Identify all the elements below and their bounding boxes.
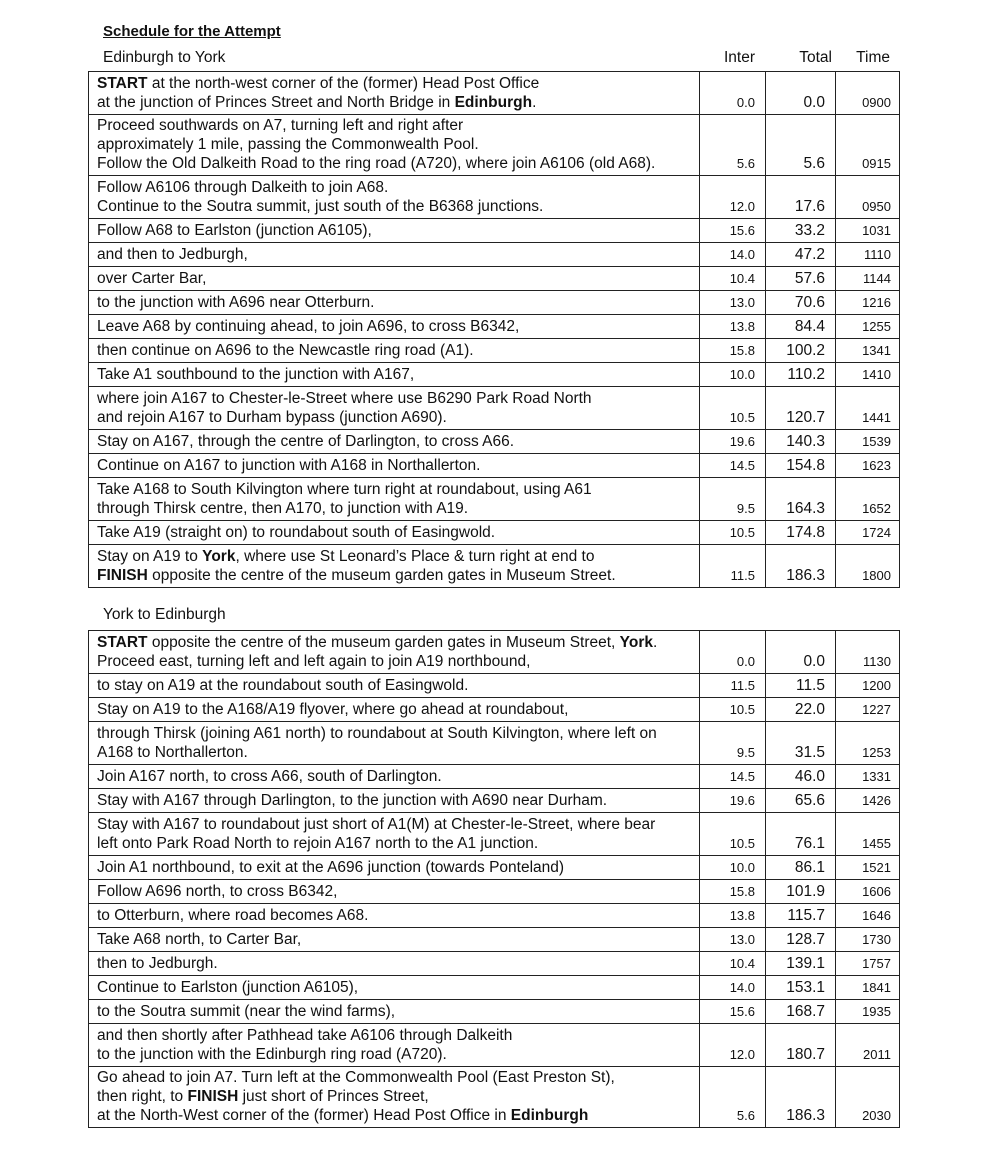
table-row — [89, 478, 900, 521]
section-label-edinburgh-york: Edinburgh to York — [103, 49, 226, 66]
total-distance: 120.7 — [766, 387, 836, 430]
total-distance: 65.6 — [766, 789, 836, 813]
route-description — [89, 1000, 700, 1024]
table-row — [89, 243, 900, 267]
table-row — [89, 545, 900, 588]
inter-distance: 14.0 — [700, 243, 766, 267]
table-row — [89, 1000, 900, 1024]
total-distance: 17.6 — [766, 176, 836, 219]
route-description — [89, 267, 700, 291]
total-distance: 76.1 — [766, 813, 836, 856]
route-description — [89, 430, 700, 454]
total-distance: 153.1 — [766, 976, 836, 1000]
inter-distance: 10.4 — [700, 952, 766, 976]
table-row — [89, 72, 900, 115]
time-value: 1724 — [836, 521, 900, 545]
total-distance: 22.0 — [766, 698, 836, 722]
total-distance: 168.7 — [766, 1000, 836, 1024]
description-text: Follow A68 to Earlston (junction A6105), — [97, 222, 372, 239]
description-text: then to Jedburgh. — [97, 955, 218, 972]
inter-distance: 14.5 — [700, 454, 766, 478]
inter-distance: 10.5 — [700, 387, 766, 430]
time-value: 0950 — [836, 176, 900, 219]
time-value: 1841 — [836, 976, 900, 1000]
time-value: 1757 — [836, 952, 900, 976]
time-value: 1216 — [836, 291, 900, 315]
route-description — [89, 478, 700, 521]
table-row — [89, 722, 900, 765]
column-header-total: Total — [799, 49, 832, 66]
table-row — [89, 521, 900, 545]
total-distance: 70.6 — [766, 291, 836, 315]
inter-distance: 10.5 — [700, 521, 766, 545]
description-text: Take A19 (straight on) to roundabout south of Easingwold. — [97, 524, 496, 541]
table-row — [89, 1024, 900, 1067]
description-text: Stay on A19 to the A168/A19 flyover, where go ahead at roundabout, — [97, 701, 569, 718]
table-row — [89, 976, 900, 1000]
table-row — [89, 430, 900, 454]
inter-distance: 14.5 — [700, 765, 766, 789]
time-value: 1341 — [836, 339, 900, 363]
table-row — [89, 339, 900, 363]
total-distance: 139.1 — [766, 952, 836, 976]
route-description — [89, 545, 700, 588]
route-description — [89, 243, 700, 267]
total-distance: 100.2 — [766, 339, 836, 363]
route-description — [89, 928, 700, 952]
table-row — [89, 789, 900, 813]
total-distance: 33.2 — [766, 219, 836, 243]
total-distance: 31.5 — [766, 722, 836, 765]
time-value: 1253 — [836, 722, 900, 765]
route-description — [89, 176, 700, 219]
table-row — [89, 904, 900, 928]
total-distance: 115.7 — [766, 904, 836, 928]
time-value: 1646 — [836, 904, 900, 928]
description-text: to stay on A19 at the roundabout south of Easingwold. — [97, 677, 469, 694]
time-value: 1410 — [836, 363, 900, 387]
time-value: 1539 — [836, 430, 900, 454]
total-distance: 0.0 — [766, 631, 836, 674]
description-text: then continue on A696 to the Newcastle ring road (A1). — [97, 342, 474, 359]
total-distance: 11.5 — [766, 674, 836, 698]
inter-distance: 13.8 — [700, 315, 766, 339]
description-text: Continue to Earlston (junction A6105), — [97, 979, 359, 996]
table-row — [89, 363, 900, 387]
inter-distance: 9.5 — [700, 722, 766, 765]
column-header-inter: Inter — [723, 49, 755, 66]
time-value: 1521 — [836, 856, 900, 880]
page-title: Schedule for the Attempt — [103, 23, 281, 40]
description-text: Take A168 to South Kilvington where turn right at roundabout, using A61 through Thirsk centre, then A170, to junction with A19. — [97, 481, 592, 517]
route-description — [89, 674, 700, 698]
route-description — [89, 521, 700, 545]
description-text: through Thirsk (joining A61 north) to roundabout at South Kilvington, where left on A168 to Northallerton. — [97, 725, 657, 761]
total-distance: 46.0 — [766, 765, 836, 789]
total-distance: 101.9 — [766, 880, 836, 904]
inter-distance: 10.0 — [700, 856, 766, 880]
description-text: to Otterburn, where road becomes A68. — [97, 907, 369, 924]
inter-distance: 10.5 — [700, 698, 766, 722]
description-text: opposite the centre of the museum garden gates in Museum Street, — [147, 634, 620, 651]
total-distance: 174.8 — [766, 521, 836, 545]
total-distance: 5.6 — [766, 115, 836, 176]
description-text: and then shortly after Pathhead take A6106 through Dalkeith to the junction with the Edinburgh ring road (A720). — [97, 1027, 513, 1063]
inter-distance: 19.6 — [700, 430, 766, 454]
inter-distance: 9.5 — [700, 478, 766, 521]
total-distance: 154.8 — [766, 454, 836, 478]
time-value: 1800 — [836, 545, 900, 588]
description-text: Stay on A167, through the centre of Darlington, to cross A66. — [97, 433, 515, 450]
inter-distance: 5.6 — [700, 115, 766, 176]
time-value: 1606 — [836, 880, 900, 904]
route-description — [89, 291, 700, 315]
schedule-table-york-edinburgh — [88, 630, 900, 1128]
emphasis-text: START — [97, 634, 148, 651]
inter-distance: 0.0 — [700, 631, 766, 674]
time-value: 1441 — [836, 387, 900, 430]
total-distance: 84.4 — [766, 315, 836, 339]
time-value: 2030 — [836, 1067, 900, 1128]
time-value: 1031 — [836, 219, 900, 243]
emphasis-text: FINISH — [97, 567, 148, 584]
table-row — [89, 176, 900, 219]
time-value: 0915 — [836, 115, 900, 176]
table-row — [89, 856, 900, 880]
table-row — [89, 387, 900, 430]
schedule-table-edinburgh-york — [88, 71, 900, 588]
time-value: 1623 — [836, 454, 900, 478]
description-text: Proceed southwards on A7, turning left and right after approximately 1 mile, passing the Commonwealth Pool. Follow the Old Dalkeith Road to the ring road (A720), where join A6106 (old A68). — [97, 117, 656, 172]
emphasis-text: York — [202, 548, 236, 565]
inter-distance: 11.5 — [700, 545, 766, 588]
route-description — [89, 1067, 700, 1128]
time-value: 1110 — [836, 243, 900, 267]
total-distance: 180.7 — [766, 1024, 836, 1067]
section-label-york-edinburgh: York to Edinburgh — [103, 606, 226, 623]
time-value: 1255 — [836, 315, 900, 339]
description-text: opposite the centre of the museum garden gates in Museum Street. — [147, 567, 616, 584]
description-text: Take A1 southbound to the junction with A167, — [97, 366, 415, 383]
inter-distance: 13.8 — [700, 904, 766, 928]
route-description — [89, 339, 700, 363]
time-value: 1426 — [836, 789, 900, 813]
total-distance: 186.3 — [766, 1067, 836, 1128]
route-description — [89, 976, 700, 1000]
description-text: . Proceed east, turning left and left again to join A19 northbound, — [97, 634, 658, 670]
table-row — [89, 291, 900, 315]
description-text: . — [532, 94, 537, 111]
inter-distance: 10.0 — [700, 363, 766, 387]
inter-distance: 5.6 — [700, 1067, 766, 1128]
description-text: Stay with A167 to roundabout just short of A1(M) at Chester-le-Street, where bear left onto Park Road North to rejoin A167 north to the A1 junction. — [97, 816, 656, 852]
inter-distance: 15.8 — [700, 880, 766, 904]
description-text: Leave A68 by continuing ahead, to join A696, to cross B6342, — [97, 318, 520, 335]
inter-distance: 14.0 — [700, 976, 766, 1000]
inter-distance: 10.4 — [700, 267, 766, 291]
total-distance: 0.0 — [766, 72, 836, 115]
total-distance: 110.2 — [766, 363, 836, 387]
inter-distance: 15.8 — [700, 339, 766, 363]
time-value: 1935 — [836, 1000, 900, 1024]
route-description — [89, 765, 700, 789]
route-description — [89, 813, 700, 856]
table-row — [89, 115, 900, 176]
table-row — [89, 952, 900, 976]
route-description — [89, 789, 700, 813]
description-text: Continue on A167 to junction with A168 in Northallerton. — [97, 457, 481, 474]
description-text: and then to Jedburgh, — [97, 246, 248, 263]
time-value: 1227 — [836, 698, 900, 722]
description-text: just short of Princes Street, at the North-West corner of the (former) Head Post Office in — [97, 1088, 507, 1124]
inter-distance: 0.0 — [700, 72, 766, 115]
description-text: Follow A6106 through Dalkeith to join A68. Continue to the Soutra summit, just south of the B6368 junctions. — [97, 179, 544, 215]
table-row — [89, 928, 900, 952]
inter-distance: 10.5 — [700, 813, 766, 856]
route-description — [89, 115, 700, 176]
description-text: Stay on A19 to — [97, 548, 203, 565]
inter-distance: 12.0 — [700, 176, 766, 219]
description-text: Go ahead to join A7. Turn left at the Commonwealth Pool (East Preston St), then right, to — [97, 1069, 615, 1105]
route-description — [89, 387, 700, 430]
route-description — [89, 722, 700, 765]
total-distance: 86.1 — [766, 856, 836, 880]
table-row — [89, 315, 900, 339]
emphasis-text: York — [619, 634, 653, 651]
route-description — [89, 219, 700, 243]
description-text: over Carter Bar, — [97, 270, 207, 287]
table-row — [89, 267, 900, 291]
description-text: Stay with A167 through Darlington, to the junction with A690 near Durham. — [97, 792, 608, 809]
table-row — [89, 674, 900, 698]
description-text: to the junction with A696 near Otterburn. — [97, 294, 375, 311]
total-distance: 47.2 — [766, 243, 836, 267]
table-row — [89, 219, 900, 243]
time-value: 0900 — [836, 72, 900, 115]
description-text: , where use St Leonard’s Place & turn right at end to — [235, 548, 595, 565]
total-distance: 186.3 — [766, 545, 836, 588]
inter-distance: 13.0 — [700, 291, 766, 315]
time-value: 1144 — [836, 267, 900, 291]
total-distance: 57.6 — [766, 267, 836, 291]
inter-distance: 15.6 — [700, 1000, 766, 1024]
time-value: 1130 — [836, 631, 900, 674]
column-header-time: Time — [856, 49, 890, 66]
emphasis-text: Edinburgh — [454, 94, 533, 111]
total-distance: 164.3 — [766, 478, 836, 521]
emphasis-text: Edinburgh — [510, 1107, 589, 1124]
route-description — [89, 454, 700, 478]
route-description — [89, 1024, 700, 1067]
inter-distance: 15.6 — [700, 219, 766, 243]
inter-distance: 19.6 — [700, 789, 766, 813]
route-description — [89, 880, 700, 904]
time-value: 1730 — [836, 928, 900, 952]
table-row — [89, 880, 900, 904]
table-row — [89, 765, 900, 789]
total-distance: 140.3 — [766, 430, 836, 454]
time-value: 1455 — [836, 813, 900, 856]
description-text: Join A1 northbound, to exit at the A696 junction (towards Ponteland) — [97, 859, 565, 876]
time-value: 1331 — [836, 765, 900, 789]
table-row — [89, 631, 900, 674]
route-description — [89, 856, 700, 880]
emphasis-text: FINISH — [187, 1088, 239, 1105]
description-text: where join A167 to Chester-le-Street where use B6290 Park Road North and rejoin A167 to Durham bypass (junction A690). — [97, 390, 592, 426]
inter-distance: 11.5 — [700, 674, 766, 698]
route-description — [89, 72, 700, 115]
table-row — [89, 698, 900, 722]
time-value: 1200 — [836, 674, 900, 698]
description-text: at the north-west corner of the (former) Head Post Office at the junction of Princes Street and North Bridge in — [97, 75, 540, 111]
time-value: 2011 — [836, 1024, 900, 1067]
inter-distance: 13.0 — [700, 928, 766, 952]
description-text: Follow A696 north, to cross B6342, — [97, 883, 338, 900]
route-description — [89, 631, 700, 674]
description-text: Join A167 north, to cross A66, south of Darlington. — [97, 768, 442, 785]
table-row — [89, 813, 900, 856]
description-text: Take A68 north, to Carter Bar, — [97, 931, 302, 948]
inter-distance: 12.0 — [700, 1024, 766, 1067]
route-description — [89, 363, 700, 387]
route-description — [89, 315, 700, 339]
route-description — [89, 952, 700, 976]
table-row — [89, 1067, 900, 1128]
description-text: to the Soutra summit (near the wind farms), — [97, 1003, 396, 1020]
time-value: 1652 — [836, 478, 900, 521]
route-description — [89, 904, 700, 928]
total-distance: 128.7 — [766, 928, 836, 952]
table-row — [89, 454, 900, 478]
emphasis-text: START — [97, 75, 148, 92]
route-description — [89, 698, 700, 722]
